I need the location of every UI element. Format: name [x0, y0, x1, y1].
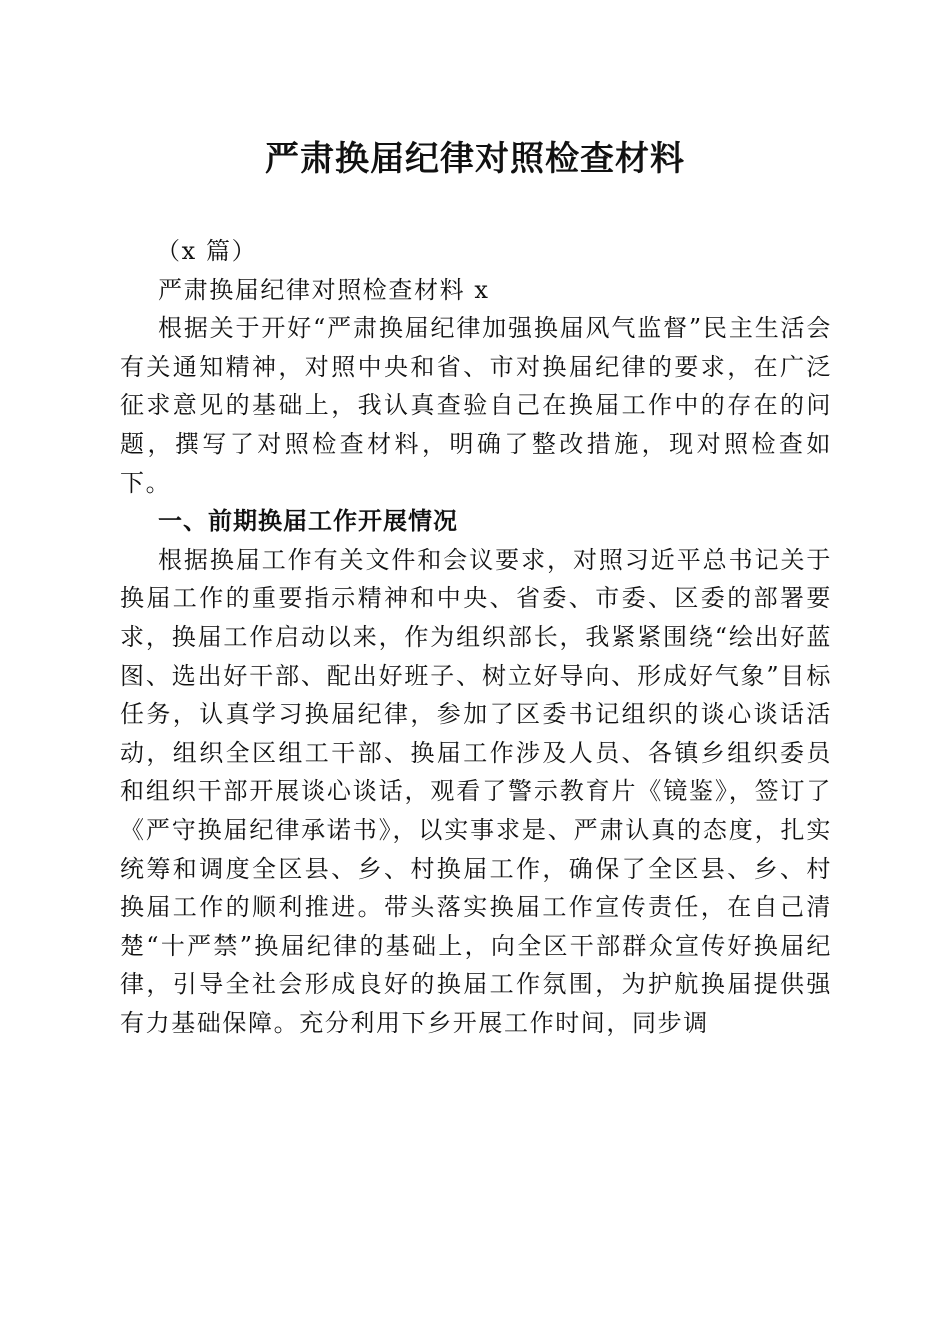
document-subtitle: （x 篇） [156, 237, 258, 265]
document-body [120, 232, 832, 1042]
section-heading-1: 一、前期换届工作开展情况 [158, 507, 458, 536]
paragraph-section-1: 根据换届工作有关文件和会议要求，对照习近平总书记关于换届工作的重要指示精神和中央、省委、市委、区委的部署要求，换届工作启动以来，作为组织部长，我紧紧围绕“绘出好蓝图、选出好干部、配出好班子、树立好导向、形成好气象”目标任务，认真学习换届纪律，参加了区委书记组织的谈心谈话活动，组织全区组工干部、换届工作涉及人员、各镇乡组织委员和组织干部开展谈心谈话，观看了警示教育片《镜鉴》，签订了《严守换届纪律承诺书》，以实事求是、严肃认真的态度，扎实统筹和调度全区县、乡、村换届工作，确保了全区县、乡、村换届工作的顺利推进。带头落实换届工作宣传责任，在自己清楚“十严禁”换届纪律的基础上，向全区干部群众宣传好换届纪律，引导全社会形成良好的换届工作氛围，为护航换届提供强有力基础保障。充分利用下乡开展工作时间，同步调 [120, 545, 832, 1037]
paragraph-intro: 根据关于开好“严肃换届纪律加强换届风气监督”民主生活会有关通知精神，对照中央和省、市对换届纪律的要求，在广泛征求意见的基础上，我认真查验自己在换届工作中的存在的问题，撰写了对照检查材料，明确了整改措施，现对照检查如下。 [120, 314, 832, 497]
paragraph-intro-title: 严肃换届纪律对照检查材料 x [158, 275, 490, 304]
document-title: 严肃换届纪律对照检查材料 [265, 139, 685, 179]
